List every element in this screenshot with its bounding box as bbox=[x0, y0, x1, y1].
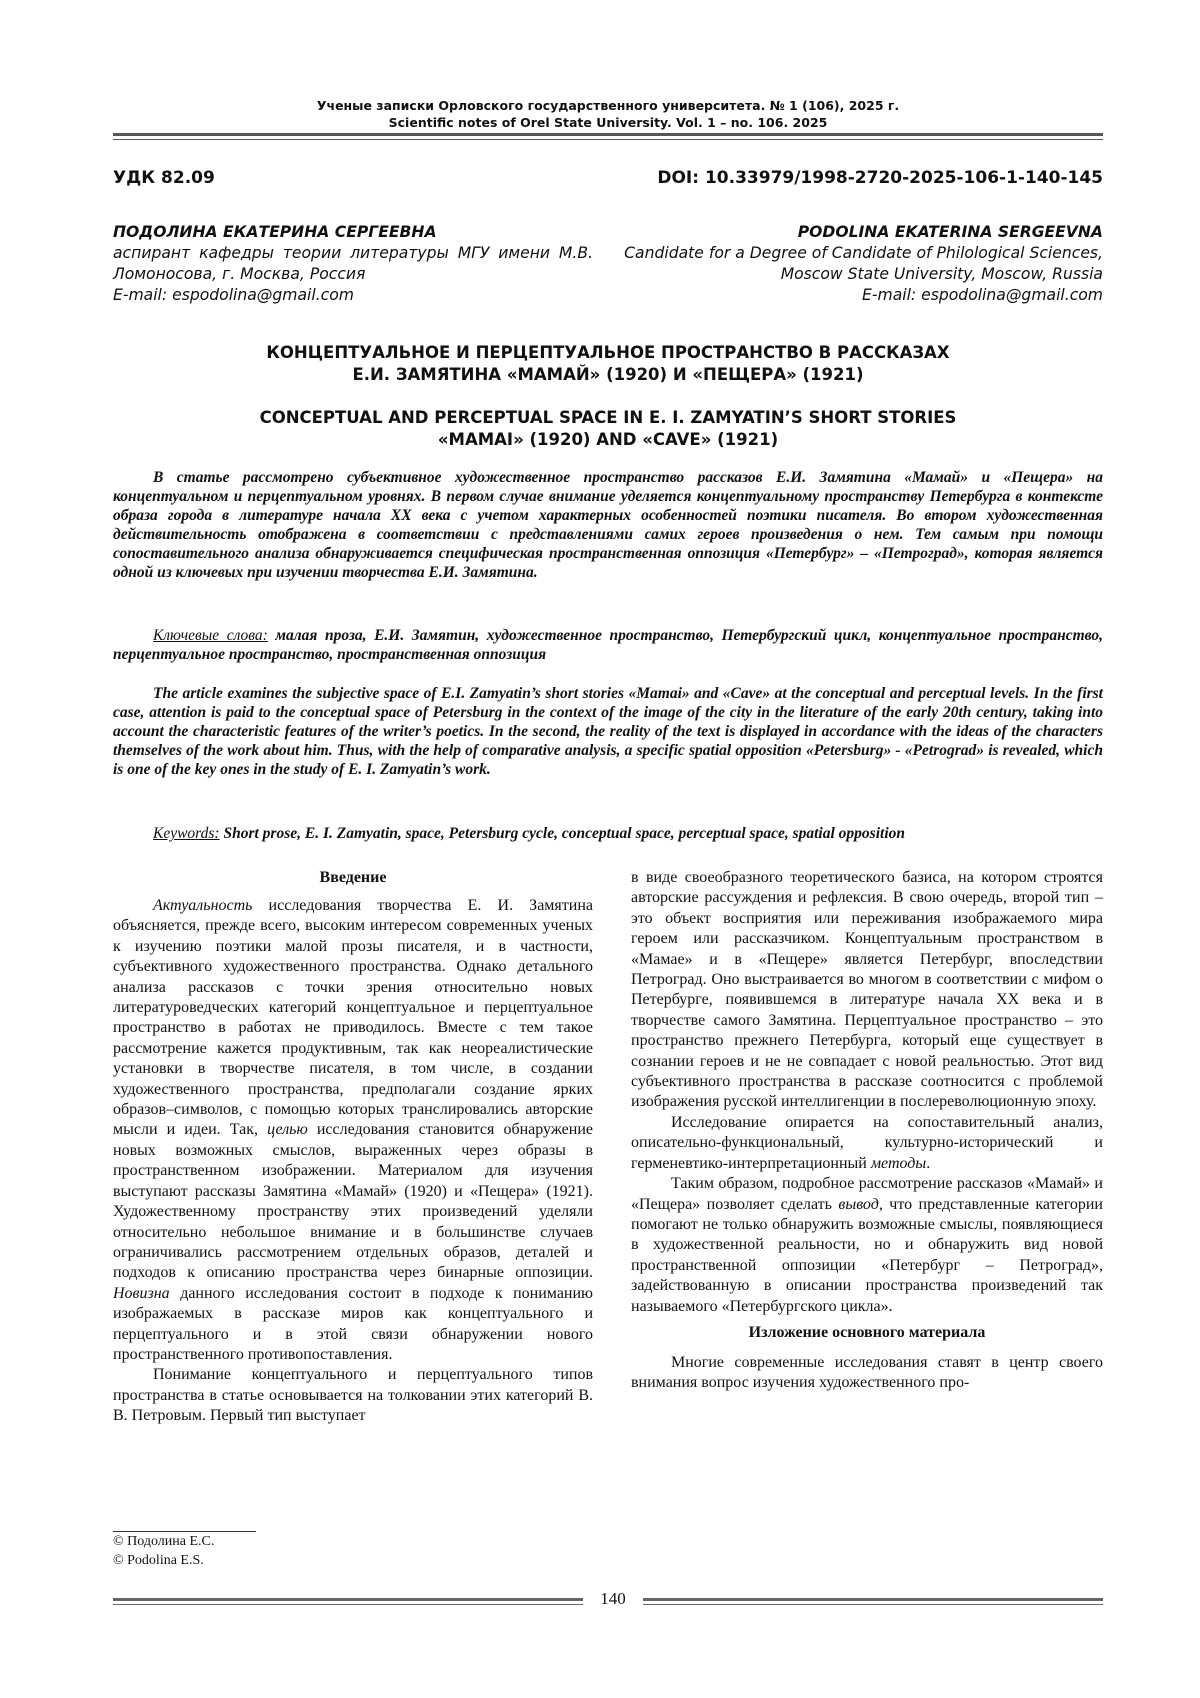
paragraph-methods: Исследование опирается на сопоставительный анализ, описательно-функциональный, культурно-исторический и герменевтико-интерпретационный методы. bbox=[631, 1113, 1103, 1172]
author-en bbox=[603, 222, 1103, 306]
journal-header-en: Scientific notes of Orel State University. Vol. 1 – no. 106. 2025 bbox=[388, 115, 828, 130]
paragraph-main-start: Многие современные исследования ставят в центр своего внимания вопрос изучения художественного про- bbox=[631, 1353, 1103, 1392]
body-column-left bbox=[113, 868, 593, 1427]
title-en-line1: CONCEPTUAL AND PERCEPTUAL SPACE IN E. I. ZAMYATIN’S SHORT STORIES bbox=[259, 408, 957, 427]
paragraph-continuation: в виде своеобразного теоретического базиса, на котором строятся авторские рассуждения и рефлексия. В свою очередь, второй тип – это объект восприятия или переживания изображаемого мира героем или рассказчиком. Концептуальным пространством в «Мамае» и в «Пещере» является Петербург, впоследствии Петроград. Оно выстраивается во многом в соответствии с мифом о Петербурге, появившемся в литературе начала XX века и в творчестве самого Замятина. Перцептуальное пространство – это пространство прежнего Петербурга, который еще существует в сознании героев и не не совпадает с новой реальностью. Этот вид субъективного пространства в рассказе соотносится с проблемой изображения русской интеллигенции в послереволюционную эпоху. bbox=[631, 869, 1103, 1111]
term-conclusion: вывод bbox=[838, 1195, 879, 1213]
paragraph-relevance: Актуальность исследования творчества Е. И. Замятина объясняется, прежде всего, высоким интересом современных ученых к изучению поэтики малой прозы писателя, и в частности, субъективного художественного пространства. Однако детального анализа рассказов с точки зрения относительно новых литературоведческих категорий концептуальное и перцептуальное пространство в работах не приводилось. Вместе с тем такое рассмотрение кажется продуктивным, так как неореалистические установки в творчестве писателя, в том числе, в создании художественного пространства, предполагали создание ярких образов–символов, с помощью которых транслировались авторские мысли и идеи. Так, целью исследования становится обнаружение новых возможных смыслов, выраженных через образы в пространственном изображении. Материалом для изучения выступают рассказы Замятина «Мамай» (1920) и «Пещера» (1921). Художественному пространству этих произведений уделяли относительно небольшое внимание и в большинстве случаев ограничивались рассмотрением отдельных образов, деталей и подходов к описанию пространства через бинарные оппозиции. Новизна данного исследования состоит в подходе к пониманию изображаемых в рассказе миров как концептуального и перцептуального и в этой связи обнаружении нового пространственного противопоставления. bbox=[113, 897, 594, 1363]
keywords-ru-text: малая проза, Е.И. Замятин, художественное пространство, Петербургский цикл, концептуальное пространство, перцептуальное пространство, пространственная оппозиция bbox=[113, 627, 1103, 663]
keywords-ru-label: Ключевые слова: bbox=[153, 627, 268, 644]
author-name-ru: ПОДОЛИНА ЕКАТЕРИНА СЕРГЕЕВНА bbox=[113, 223, 437, 241]
title-ru-line1: КОНЦЕПТУАЛЬНОЕ И ПЕРЦЕПТУАЛЬНОЕ ПРОСТРАНСТВО В РАССКАЗАХ bbox=[266, 343, 950, 362]
section-heading-introduction: Введение bbox=[319, 869, 387, 886]
author-affiliation-en-2: Moscow State University, Moscow, Russia bbox=[780, 265, 1103, 283]
term-goal: целью bbox=[267, 1121, 308, 1139]
author-name-en: PODOLINA EKATERINA SERGEEVNA bbox=[797, 223, 1103, 241]
page-number: 140 bbox=[600, 1589, 626, 1608]
copyright-en: © Podolina E.S. bbox=[113, 1553, 204, 1568]
copyright-ru: © Подолина Е.С. bbox=[113, 1534, 215, 1549]
footnotes bbox=[113, 1532, 214, 1570]
title-ru bbox=[113, 342, 1103, 386]
body-column-right bbox=[631, 868, 1103, 1394]
author-email-en: E-mail: espodolina@gmail.com bbox=[862, 286, 1103, 304]
title-ru-line2: Е.И. ЗАМЯТИНА «МАМАЙ» (1920) И «ПЕЩЕРА» (1921) bbox=[352, 365, 864, 384]
keywords-en-label: Keywords: bbox=[153, 825, 220, 842]
doi: DOI: 10.33979/1998-2720-2025-106-1-140-145 bbox=[657, 168, 1103, 188]
term-relevance: Актуальность bbox=[153, 897, 253, 914]
header-rule bbox=[113, 133, 1103, 136]
journal-header-ru: Ученые записки Орловского государственного университета. № 1 (106), 2025 г. bbox=[316, 98, 900, 113]
footer-rule-left bbox=[113, 1598, 583, 1605]
author-ru bbox=[113, 222, 593, 306]
term-novelty: Новизна bbox=[113, 1284, 170, 1302]
keywords-en bbox=[113, 824, 1103, 843]
abstract-ru: В статье рассмотрено субъективное художественное пространство рассказов Е.И. Замятина «Мамай» и «Пещера» на концептуальном и перцептуальном уровнях. В первом случае внимание уделяется концептуальному пространству Петербурга в контексте образа города в литературе начала XX века с учетом характерных особенностей поэтики писателя. Во втором художественная действительность отображена в соответствии с представлениями самих героев произведения о нем. Тем самым при помощи сопоставительного анализа обнаруживается специфическая пространственная оппозиция «Петербург» – «Петроград», которая является одной из ключевых при изучении творчества Е.И. Замятина. bbox=[113, 469, 1103, 581]
paragraph-space-types: Понимание концептуального и перцептуального типов пространства в статье основывается на толковании этих категорий В. В. Петровым. Первый тип выступает bbox=[113, 1366, 593, 1425]
paragraph-conclusion: Таким образом, подробное рассмотрение рассказов «Мамай» и «Пещера» позволяет сделать вывод, что представленные категории помогают не только обнаружить возможные смыслы, появляющиеся в художественной реальности, но и обнаружить вид новой пространственной оппозиции «Петербург – Петроград», задействованную в описании пространства произведений так называемого «Петербургского цикла». bbox=[631, 1175, 1103, 1315]
title-en-line2: «MAMAI» (1920) AND «CAVE» (1921) bbox=[437, 430, 779, 449]
udc-code: УДК 82.09 bbox=[113, 168, 215, 188]
journal-header bbox=[113, 97, 1103, 131]
author-affiliation-en-1: Candidate for a Degree of Candidate of Philological Sciences, bbox=[624, 244, 1103, 262]
section-heading-main: Изложение основного материала bbox=[748, 1323, 986, 1341]
keywords-ru bbox=[113, 626, 1103, 664]
abstract-en: The article examines the subjective space of E.I. Zamyatin’s short stories «Mamai» and «Cave» at the conceptual and perceptual levels. In the first case, attention is paid to the conceptual space of Petersburg in the context of the image of the city in the literature of the early 20th century, taking into account the characteristic features of the writer’s poetics. In the second, the reality of the text is displayed in accordance with the ideas of the characters themselves of the work about him. Thus, with the help of comparative analysis, a specific spatial opposition «Petersburg» - «Petrograd» is revealed, which is one of the key ones in the study of E. I. Zamyatin’s work. bbox=[113, 685, 1103, 778]
keywords-en-text: Short prose, E. I. Zamyatin, space, Petersburg cycle, conceptual space, perceptual space, spatial opposition bbox=[223, 825, 905, 842]
footer-rule-right bbox=[643, 1598, 1103, 1605]
author-email-ru: E-mail: espodolina@gmail.com bbox=[113, 286, 354, 304]
author-affiliation-ru: аспирант кафедры теории литературы МГУ имени М.В. Ломоносова, г. Москва, Россия bbox=[113, 244, 593, 283]
term-methods: методы bbox=[870, 1154, 927, 1172]
title-en bbox=[113, 407, 1103, 451]
header-rule-thin bbox=[113, 139, 1103, 140]
